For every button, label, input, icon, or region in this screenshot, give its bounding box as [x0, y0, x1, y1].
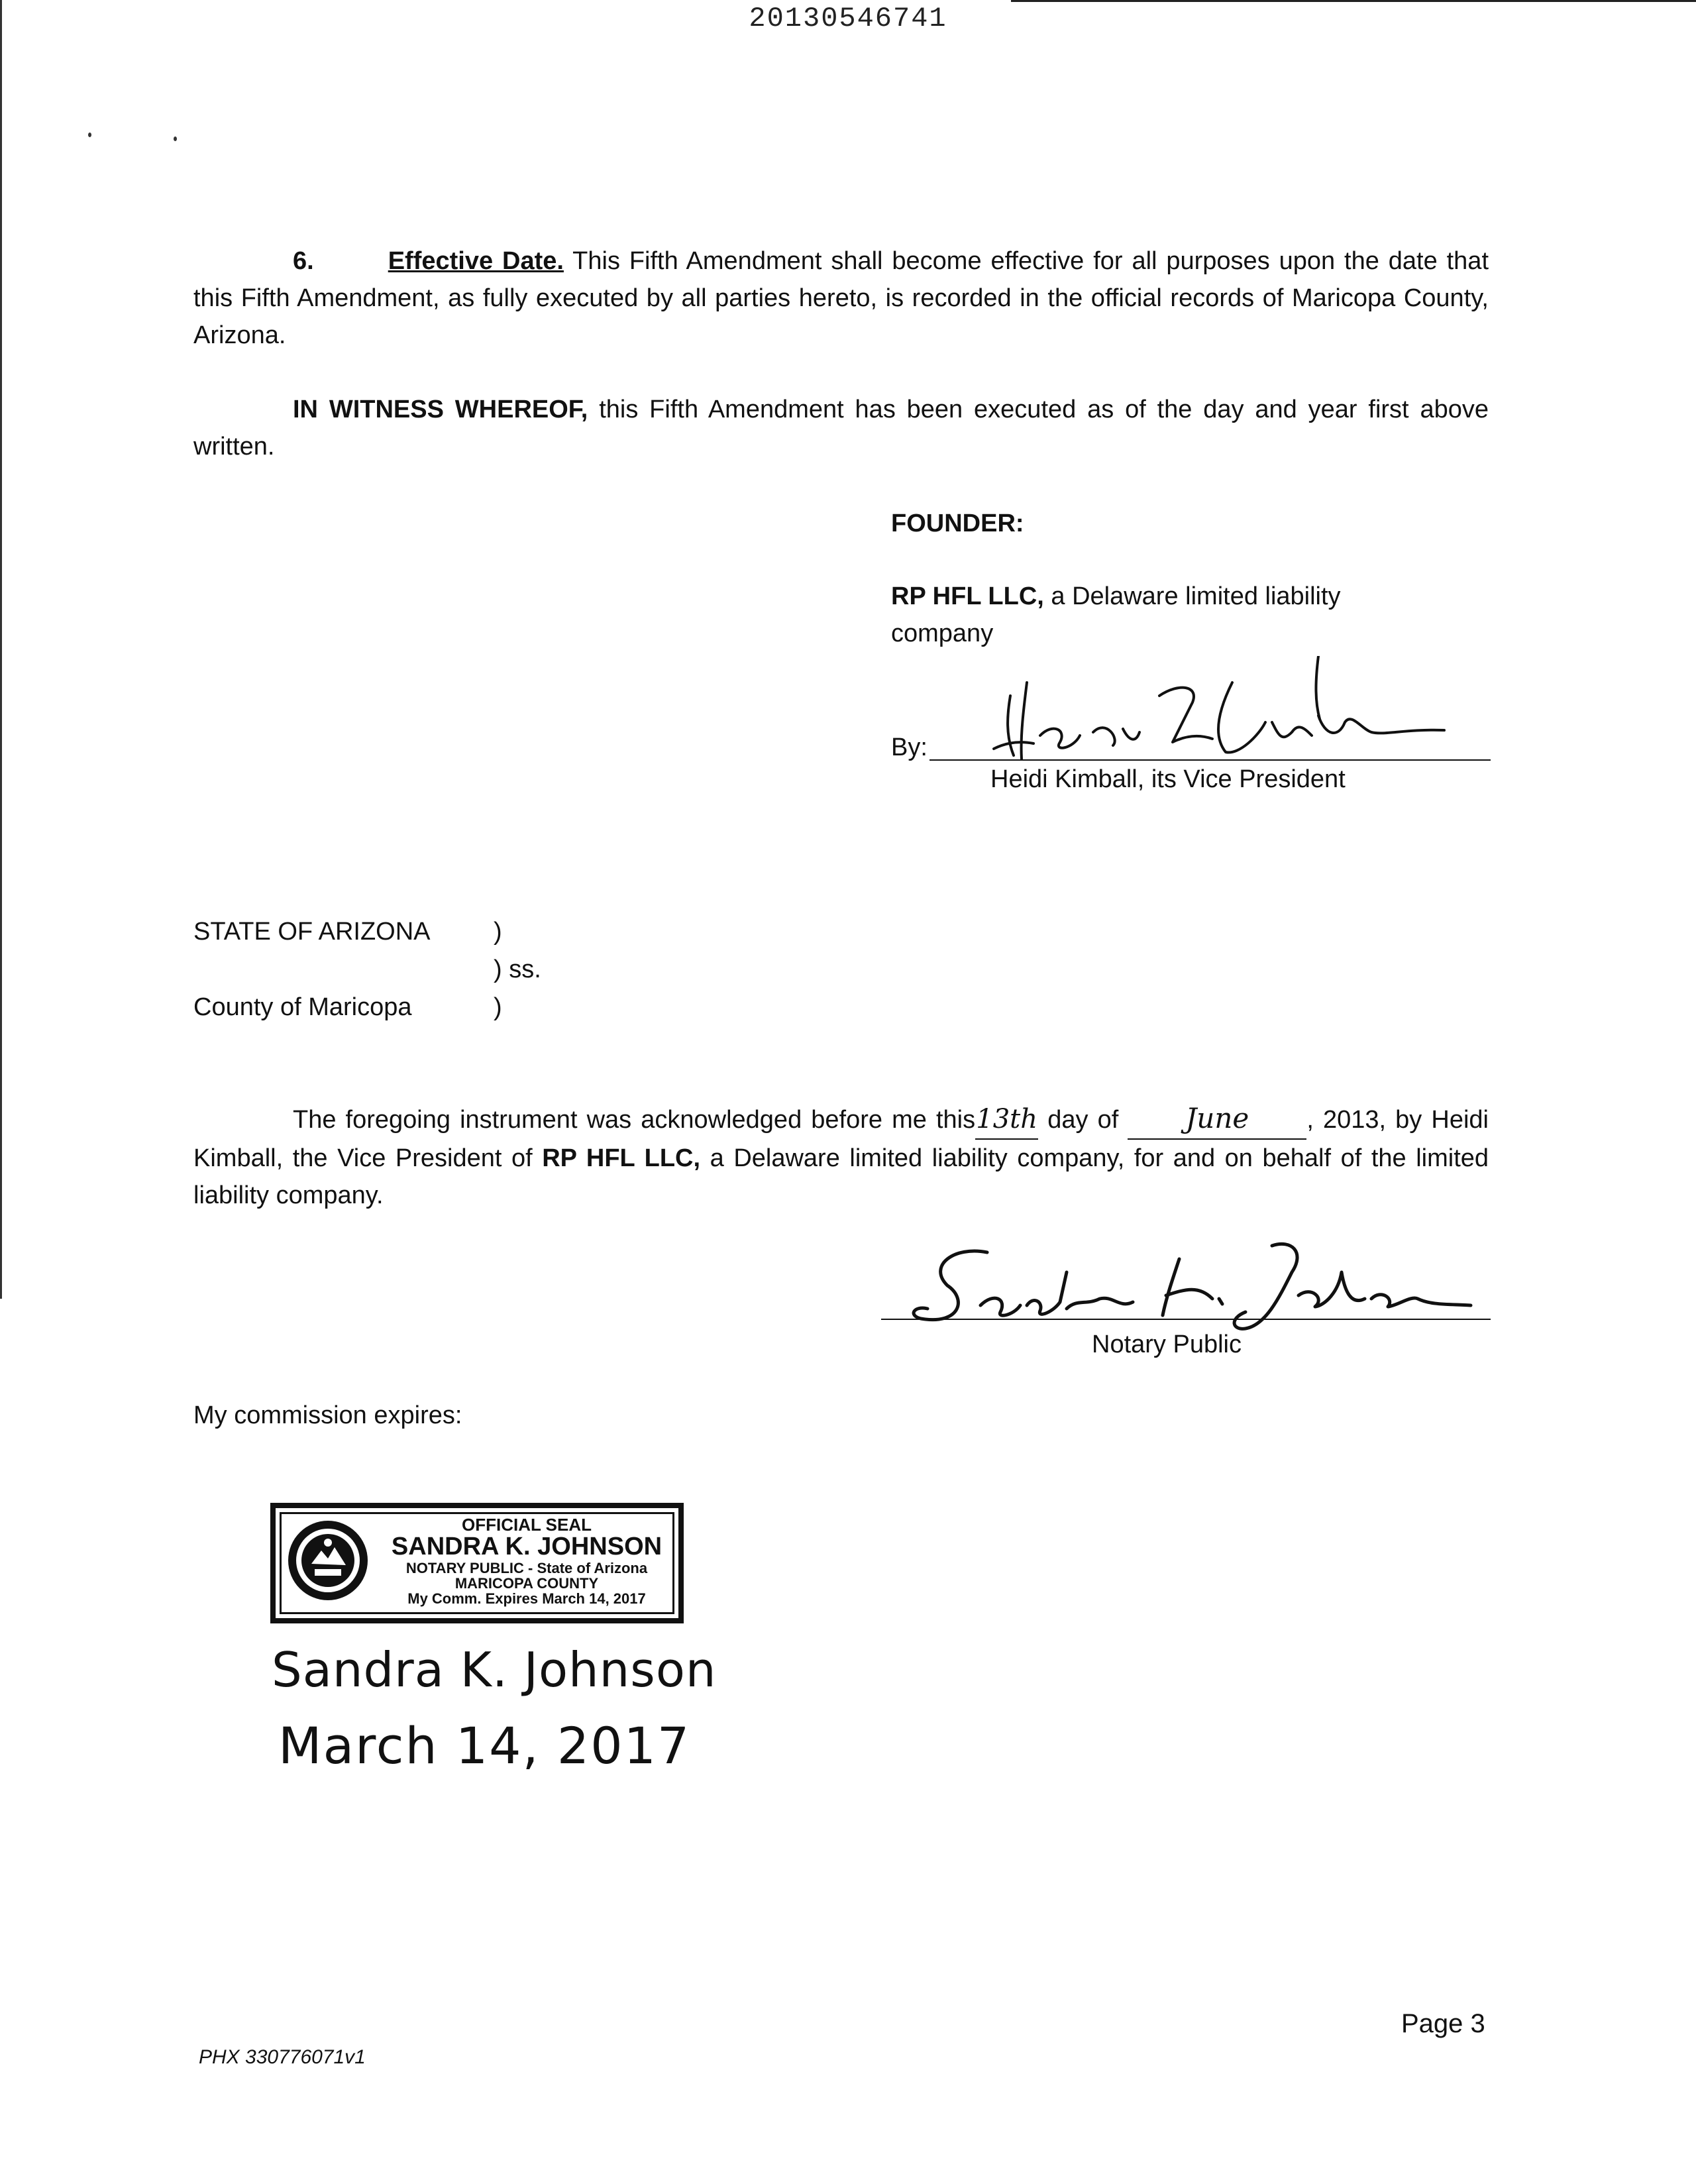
seal-line-3: NOTARY PUBLIC - State of Arizona [405, 1560, 648, 1577]
notary-signature-image [901, 1232, 1484, 1338]
founder-signer: Heidi Kimball, its Vice President [990, 765, 1346, 793]
witness-text: this Fifth Amendment has been executed as of the day and year first above written. [193, 396, 1489, 461]
handwritten-date: March 14, 2017 [278, 1716, 691, 1775]
scan-edge [0, 0, 2, 1299]
ack-month-handwritten: June [1185, 1102, 1249, 1134]
seal-line-4: MARICOPA COUNTY [454, 1575, 599, 1592]
seal-line-5: My Comm. Expires March 14, 2017 [407, 1590, 646, 1608]
ack-entity: RP HFL LLC, [542, 1144, 701, 1172]
venue-county: County of Maricopa [193, 993, 412, 1021]
section-heading: Effective Date. [388, 247, 564, 275]
venue-state: STATE OF ARIZONA [193, 918, 431, 946]
seal-line-1: OFFICIAL SEAL [462, 1515, 592, 1535]
seal-text-block [382, 1516, 672, 1606]
venue-paren: ) [494, 918, 502, 946]
document-id: PHX 330776071v1 [199, 2046, 366, 2068]
ack-text-2: day of [1047, 1106, 1119, 1134]
handwritten-name: Sandra K. Johnson [272, 1642, 717, 1698]
top-rule [1011, 0, 1696, 2]
acknowledgment-paragraph [193, 1100, 1489, 1214]
commission-label: My commission expires: [193, 1401, 462, 1429]
by-label: By: [891, 734, 928, 761]
kimball-signature-image [980, 656, 1484, 769]
scan-speck [174, 136, 177, 141]
founder-entity-desc: a Delaware limited liability company [891, 582, 1341, 647]
witness-lead: IN WITNESS WHEREOF, [293, 396, 588, 423]
founder-entity-name: RP HFL LLC, [891, 582, 1044, 610]
ack-text-1: The foregoing instrument was acknowledged before me this [293, 1106, 976, 1134]
ack-day-handwritten: 13th [976, 1104, 1037, 1134]
notary-label: Notary Public [1092, 1331, 1242, 1358]
ack-text-3: , 2013, by Heidi Kimball, the Vice President of [193, 1106, 1489, 1172]
venue-ss: ) ss. [494, 956, 541, 983]
section-text: This Fifth Amendment shall become effective for all purposes upon the date that this Fifth Amendment, as fully executed by all parties hereto, is recorded in the official records of Maricopa County, Arizona. [193, 247, 1489, 349]
founder-label: FOUNDER: [891, 510, 1024, 537]
ack-text-4: a Delaware limited liability company, for and on behalf of the limited liability company. [193, 1144, 1489, 1209]
notary-seal-stamp [270, 1503, 684, 1623]
seal-line-2: SANDRA K. JOHNSON [391, 1533, 662, 1561]
founder-entity [891, 578, 1395, 652]
witness-paragraph [193, 391, 1489, 465]
record-number: 20130546741 [749, 3, 947, 34]
arizona-seal-icon [285, 1517, 371, 1604]
notary-signature-rule [881, 1319, 1491, 1320]
venue-paren: ) [494, 993, 502, 1021]
page-number: Page 3 [1401, 2009, 1485, 2038]
section-number: 6. [293, 247, 314, 275]
section-6-paragraph [193, 243, 1489, 354]
scan-speck [88, 133, 91, 137]
